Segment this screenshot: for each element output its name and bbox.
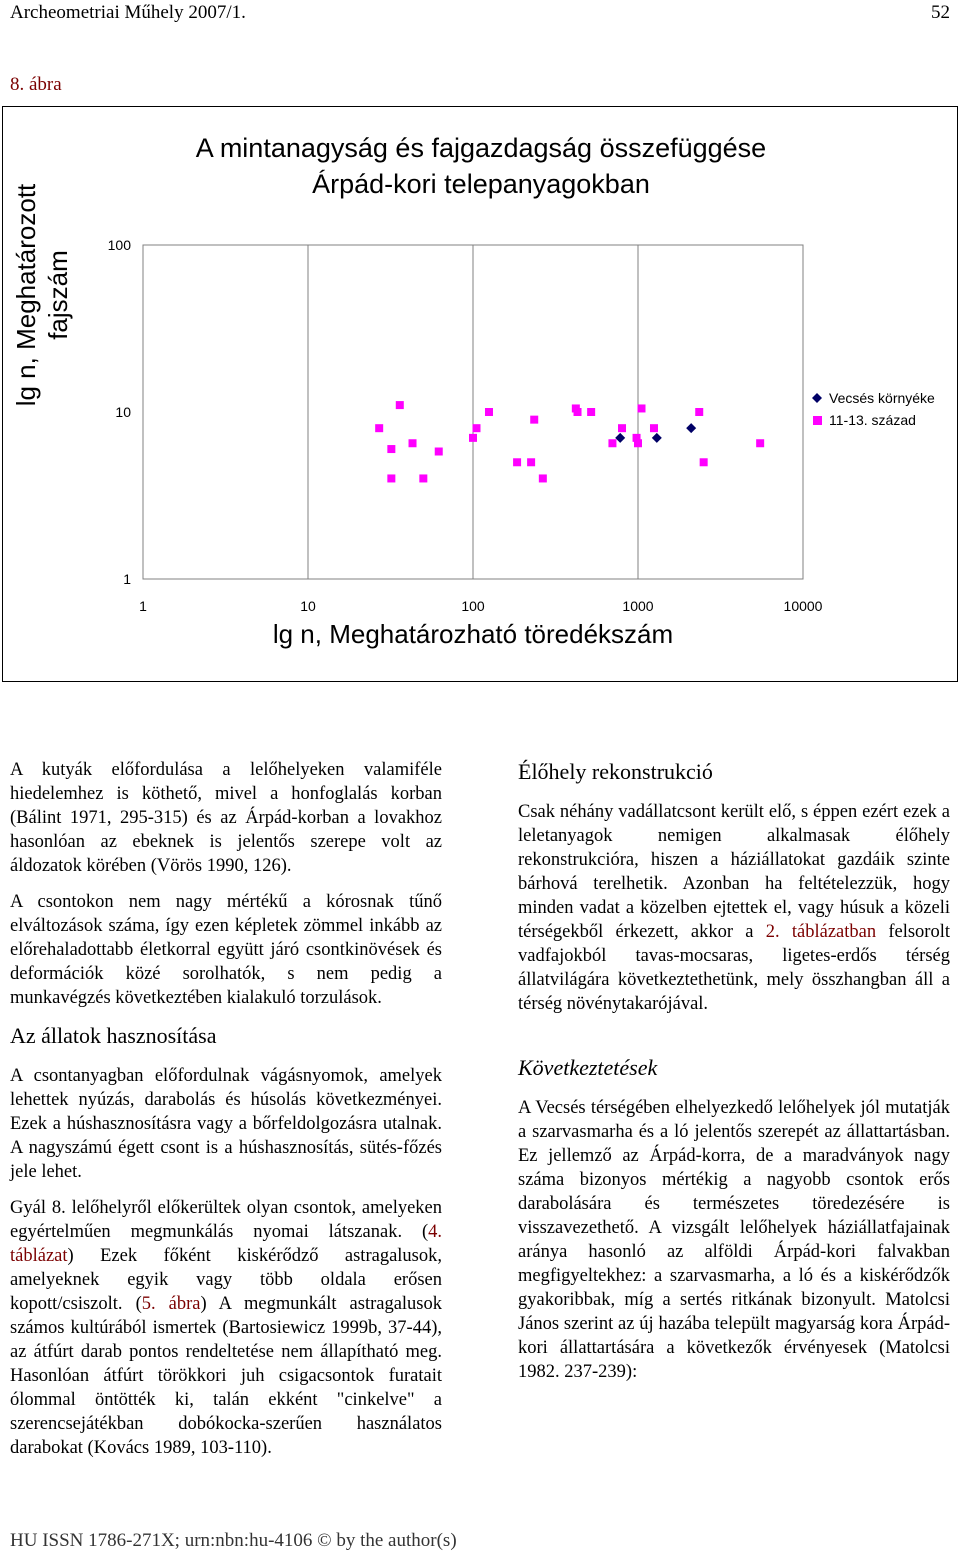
- paragraph: A csontokon nem nagy mértékű a kórosnak tűnő elváltozások száma, így ezen képletek zömmel inkább az előrehaladottabb életkorral együtt járó csontkinövések és deformációk közé sorolhatók, s nem pedig a munkavégzés következtében kialakuló torzulások.: [10, 892, 442, 1008]
- data-point-square: [485, 408, 493, 416]
- x-tick-label: 100: [461, 598, 485, 614]
- data-point-square: [700, 458, 708, 466]
- legend-entry-vecses: [809, 387, 935, 409]
- chart-title-line2: Árpád-kori telepanyagokban: [312, 169, 650, 199]
- data-point-square: [472, 424, 480, 432]
- legend-label-vecses: Vecsés környéke: [829, 390, 935, 406]
- data-point-square: [409, 439, 417, 447]
- data-point-diamond: [652, 433, 662, 443]
- data-point-square: [587, 408, 595, 416]
- data-point-square: [435, 448, 443, 456]
- paragraph: [10, 1196, 442, 1460]
- text-run: felsorolt vadfajokból tavas-mocsaras, ligetes-erdős térség állatvilágára következtethetünk, mely összhangban áll a térség növénytakarójával.: [518, 922, 950, 1014]
- y-tick-label: 1: [123, 571, 131, 587]
- journal-header: Archeometriai Műhely 2007/1.: [10, 2, 246, 23]
- x-tick-label: 1: [139, 598, 147, 614]
- y-axis-label-line2: fajszám: [43, 250, 73, 340]
- data-point-square: [695, 408, 703, 416]
- data-point-square: [618, 424, 626, 432]
- data-point-square: [539, 474, 547, 482]
- table-reference-link[interactable]: 4. táblázat: [10, 1222, 442, 1266]
- section-heading: Az állatok hasznosítása: [10, 1023, 217, 1048]
- data-point-square: [396, 401, 404, 409]
- page-number: 52: [931, 2, 950, 23]
- x-tick-label: 1000: [622, 598, 654, 614]
- y-tick-label: 100: [107, 237, 131, 253]
- diamond-marker-icon: [809, 391, 825, 405]
- text-run: ) Ezek főként kiskérődző astragalusok, amelyeknek egyik vagy több oldala erősen kopott/csiszolt. (: [10, 1246, 442, 1314]
- chart-title-line1: A mintanagyság és fajgazdagság összefüggése: [195, 133, 767, 163]
- data-point-square: [574, 408, 582, 416]
- right-column: [518, 760, 950, 1396]
- data-point-diamond: [686, 423, 696, 433]
- paragraph: A Vecsés térségében elhelyezkedő lelőhelyek jól mutatják a szarvasmarha és a ló jelentős szerepét az állattartásban. Ez jellemző az Árpád-korra, de a maradványok nagy száma bizonyos mértékig a nagyobb csontok erős darabolására és természetes töredezésére is visszavezethető. A vizsgált lelőhelyek háziállatfajainak aránya hasonló az alföldi Árpád-kori falvakban megfigyeltekhez: a szarvasmarha, a ló és a kiskérődzők gyakoribbak, míg a sertés ritkának bizonyult. Matolcsi János szerint az új hazába települt magyarság kora Árpád-kori állattartására a következők érvényesek (Matolcsi 1982. 237-239):: [518, 1098, 950, 1382]
- data-point-square: [419, 474, 427, 482]
- figure-label: 8. ábra: [10, 74, 62, 95]
- text-run: ) A megmunkált astragalusok számos kultúrából ismertek (Bartosiewicz 1999b, 37-44), az átfúrt darab pontos rendeltetése nem állapítható meg. Hasonlóan átfúrt törökkori juh csigacsontok furatait ólommal öntötték ki, talán ekként "cinkelve" a szerencsejátékban dobókocka-szerűen használatos darabokat (Kovács 1989, 103-110).: [10, 1294, 443, 1458]
- legend-entry-century: [809, 409, 935, 431]
- text-run: Gyál 8. lelőhelyről előkerültek olyan csontok, amelyeken egyértelműen megmunkálás nyomai látszanak. (: [10, 1198, 442, 1242]
- text-run: Csak néhány vadállatcsont került elő, s éppen ezért ezek a leletanyagok nemigen alkalmasak élőhely rekonstrukcióra, hiszen a háziállatokat gazdáik szinte bárhová terelhetik. Azonban ha feltételezzük, hogy minden vadat a közelben ejtettek el, vagy húsuk a közeli térségekből érkezett, akkor a: [518, 802, 950, 942]
- legend: [809, 387, 935, 431]
- section-heading: Következtetések: [518, 1055, 658, 1080]
- data-point-square: [387, 474, 395, 482]
- data-point-diamond: [615, 433, 625, 443]
- chart-frame: [2, 106, 958, 682]
- left-column: [10, 758, 442, 1472]
- x-axis-label: lg n, Meghatározható töredékszám: [272, 619, 674, 649]
- footer-issn: HU ISSN 1786-271X; urn:nbn:hu-4106 © by the author(s): [10, 1530, 457, 1551]
- paragraph: A csontanyagban előfordulnak vágásnyomok, amelyek lehettek nyúzás, darabolás és húsolás következményei. Ezek a húshasznosításra vagy a bőrfeldolgozásra utalnak. A nagyszámú égett csont is a húshasznosítás, sütés-főzés jele lehet.: [10, 1066, 442, 1182]
- table-reference-link[interactable]: 2. táblázatban: [765, 922, 877, 942]
- y-axis-label-line1: lg n, Meghatározott: [11, 183, 41, 407]
- data-point-square: [634, 439, 642, 447]
- data-point-square: [650, 424, 658, 432]
- x-tick-label: 10000: [783, 598, 823, 614]
- paragraph: A kutyák előfordulása a lelőhelyeken valamiféle hiedelemhez is köthető, mivel a honfoglalás korban (Bálint 1971, 295-315) és az Árpád-korban a lovakhoz hasonlóan az ebeknek is jelentős szerepe volt az áldozatok körében (Vörös 1990, 126).: [10, 760, 442, 876]
- data-point-square: [375, 424, 383, 432]
- paragraph: [518, 800, 950, 1016]
- y-tick-label: 10: [115, 404, 131, 420]
- data-point-square: [637, 404, 645, 412]
- data-point-square: [608, 439, 616, 447]
- figure-reference-link[interactable]: 5. ábra: [141, 1294, 201, 1314]
- data-point-square: [527, 458, 535, 466]
- square-marker-icon: [809, 413, 825, 427]
- data-point-square: [387, 445, 395, 453]
- data-point-square: [756, 439, 764, 447]
- legend-label-century: 11-13. század: [829, 412, 916, 428]
- x-tick-label: 10: [300, 598, 316, 614]
- section-heading: Élőhely rekonstrukció: [518, 759, 713, 784]
- data-point-square: [469, 434, 477, 442]
- data-point-square: [530, 416, 538, 424]
- data-point-square: [513, 458, 521, 466]
